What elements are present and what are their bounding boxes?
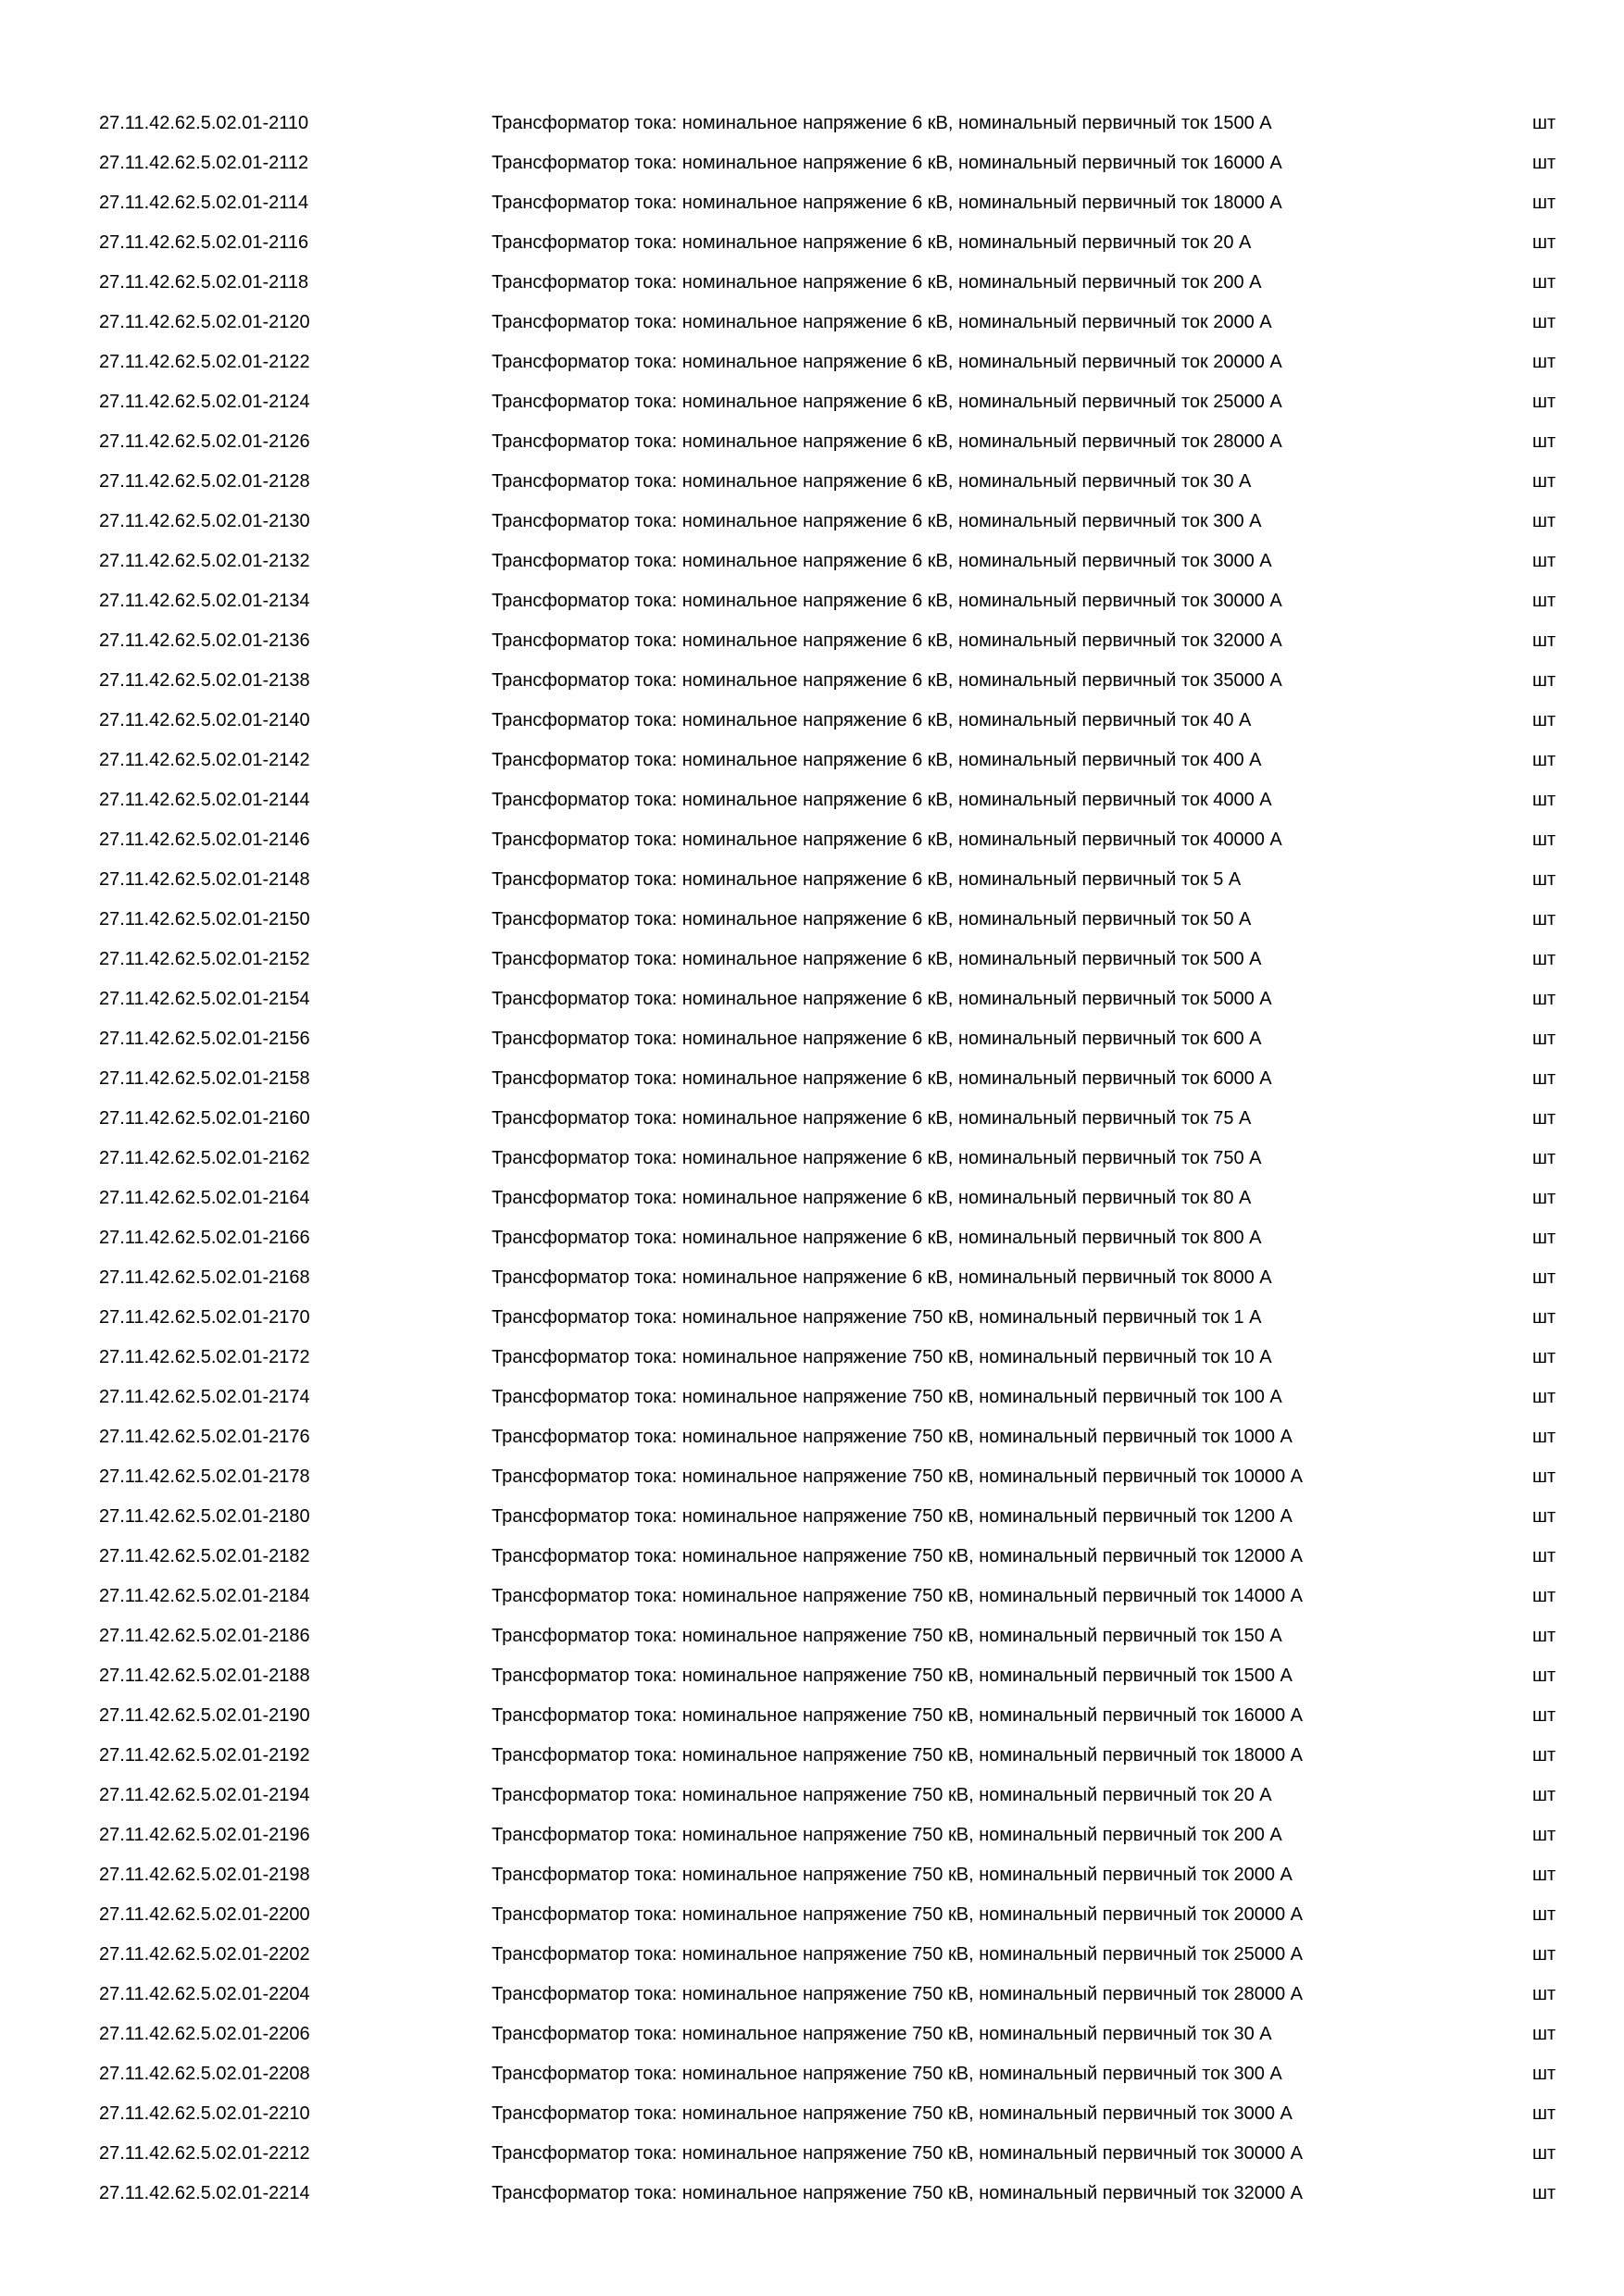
resource-code: 27.11.42.62.5.02.01-2122 [99,352,310,372]
resource-code: 27.11.42.62.5.02.01-2116 [99,232,309,253]
unit-of-measure: шт [1532,1466,1556,1487]
unit-of-measure: шт [1532,1546,1556,1566]
unit-of-measure: шт [1532,710,1556,730]
table-row [99,621,1562,661]
resource-description: Трансформатор тока: номинальное напряжение 6 кВ, номинальный первичный ток 750 А [492,1148,1262,1168]
table-row [99,860,1562,900]
resource-code: 27.11.42.62.5.02.01-2170 [99,1307,310,1328]
resource-description: Трансформатор тока: номинальное напряжение 6 кВ, номинальный первичный ток 300 А [492,511,1262,531]
unit-of-measure: шт [1532,1029,1556,1049]
resource-code: 27.11.42.62.5.02.01-2138 [99,670,310,691]
resource-code: 27.11.42.62.5.02.01-2176 [99,1427,310,1447]
table-row [99,1218,1562,1258]
resource-code: 27.11.42.62.5.02.01-2212 [99,2143,310,2164]
unit-of-measure: шт [1532,193,1556,213]
unit-of-measure: шт [1532,352,1556,372]
table-row [99,1616,1562,1656]
unit-of-measure: шт [1532,392,1556,412]
resource-description: Трансформатор тока: номинальное напряжение 750 кВ, номинальный первичный ток 14000 А [492,1586,1304,1606]
resource-description: Трансформатор тока: номинальное напряжение 6 кВ, номинальный первичный ток 3000 А [492,551,1272,571]
unit-of-measure: шт [1532,1108,1556,1129]
table-row [99,542,1562,581]
table-row [99,263,1562,303]
unit-of-measure: шт [1532,431,1556,452]
table-row [99,1736,1562,1776]
resource-code: 27.11.42.62.5.02.01-2160 [99,1108,310,1129]
unit-of-measure: шт [1532,1506,1556,1527]
resource-code: 27.11.42.62.5.02.01-2158 [99,1068,310,1089]
resource-description: Трансформатор тока: номинальное напряжение 750 кВ, номинальный первичный ток 12000 А [492,1546,1304,1566]
unit-of-measure: шт [1532,113,1556,133]
resource-description: Трансформатор тока: номинальное напряжение 6 кВ, номинальный первичный ток 200 А [492,272,1262,293]
table-row [99,1378,1562,1417]
unit-of-measure: шт [1532,551,1556,571]
resource-code: 27.11.42.62.5.02.01-2154 [99,989,310,1009]
table-row [99,820,1562,860]
resource-description: Трансформатор тока: номинальное напряжение 6 кВ, номинальный первичный ток 18000 А [492,193,1282,213]
resource-code: 27.11.42.62.5.02.01-2128 [99,471,310,492]
resource-description: Трансформатор тока: номинальное напряжение 750 кВ, номинальный первичный ток 1200 А [492,1506,1293,1527]
table-row [99,661,1562,701]
unit-of-measure: шт [1532,869,1556,890]
resource-code: 27.11.42.62.5.02.01-2136 [99,630,310,651]
table-row [99,382,1562,422]
resource-description: Трансформатор тока: номинальное напряжение 6 кВ, номинальный первичный ток 40 А [492,710,1252,730]
resource-code: 27.11.42.62.5.02.01-2198 [99,1865,310,1885]
unit-of-measure: шт [1532,670,1556,691]
resource-code: 27.11.42.62.5.02.01-2182 [99,1546,310,1566]
resource-code: 27.11.42.62.5.02.01-2178 [99,1466,310,1487]
resource-code: 27.11.42.62.5.02.01-2204 [99,1984,310,2004]
resource-code: 27.11.42.62.5.02.01-2148 [99,869,310,890]
resource-code: 27.11.42.62.5.02.01-2190 [99,1705,310,1726]
resource-description: Трансформатор тока: номинальное напряжение 6 кВ, номинальный первичный ток 20000 А [492,352,1282,372]
resource-code: 27.11.42.62.5.02.01-2202 [99,1944,310,1965]
unit-of-measure: шт [1532,949,1556,969]
unit-of-measure: шт [1532,909,1556,930]
resource-code: 27.11.42.62.5.02.01-2206 [99,2024,310,2044]
unit-of-measure: шт [1532,232,1556,253]
unit-of-measure: шт [1532,630,1556,651]
unit-of-measure: шт [1532,830,1556,850]
table-row [99,940,1562,980]
table-row [99,1577,1562,1616]
resource-code: 27.11.42.62.5.02.01-2208 [99,2064,310,2084]
resource-code: 27.11.42.62.5.02.01-2132 [99,551,310,571]
resource-code: 27.11.42.62.5.02.01-2134 [99,591,310,611]
resource-code: 27.11.42.62.5.02.01-2142 [99,750,310,770]
table-row [99,303,1562,343]
resource-code: 27.11.42.62.5.02.01-2172 [99,1347,310,1367]
resource-description: Трансформатор тока: номинальное напряжение 750 кВ, номинальный первичный ток 150 А [492,1626,1282,1646]
resource-code: 27.11.42.62.5.02.01-2118 [99,272,309,293]
table-row [99,2134,1562,2174]
resource-code: 27.11.42.62.5.02.01-2126 [99,431,310,452]
resource-description: Трансформатор тока: номинальное напряжение 6 кВ, номинальный первичный ток 20 А [492,232,1252,253]
resource-code: 27.11.42.62.5.02.01-2112 [99,153,309,173]
unit-of-measure: шт [1532,471,1556,492]
resource-code: 27.11.42.62.5.02.01-2184 [99,1586,310,1606]
table-row [99,741,1562,780]
unit-of-measure: шт [1532,989,1556,1009]
table-row [99,1338,1562,1378]
resource-code: 27.11.42.62.5.02.01-2140 [99,710,310,730]
resource-code: 27.11.42.62.5.02.01-2168 [99,1267,310,1288]
resource-description: Трансформатор тока: номинальное напряжение 6 кВ, номинальный первичный ток 500 А [492,949,1262,969]
table-row [99,1457,1562,1497]
resource-code: 27.11.42.62.5.02.01-2210 [99,2103,310,2124]
resource-code: 27.11.42.62.5.02.01-2144 [99,790,310,810]
resource-code: 27.11.42.62.5.02.01-2166 [99,1228,310,1248]
unit-of-measure: шт [1532,1825,1556,1845]
resource-description: Трансформатор тока: номинальное напряжение 750 кВ, номинальный первичный ток 2000 А [492,1865,1293,1885]
unit-of-measure: шт [1532,1267,1556,1288]
resource-description: Трансформатор тока: номинальное напряжение 750 кВ, номинальный первичный ток 25000 А [492,1944,1304,1965]
unit-of-measure: шт [1532,312,1556,332]
table-row [99,1975,1562,2015]
unit-of-measure: шт [1532,1068,1556,1089]
resource-description: Трансформатор тока: номинальное напряжение 750 кВ, номинальный первичный ток 10 А [492,1347,1272,1367]
resource-description: Трансформатор тока: номинальное напряжение 750 кВ, номинальный первичный ток 16000 А [492,1705,1304,1726]
resource-code: 27.11.42.62.5.02.01-2152 [99,949,310,969]
price-list-table [99,104,1562,2214]
table-row [99,183,1562,223]
resource-description: Трансформатор тока: номинальное напряжение 750 кВ, номинальный первичный ток 10000 А [492,1466,1304,1487]
resource-description: Трансформатор тока: номинальное напряжение 6 кВ, номинальный первичный ток 80 А [492,1188,1252,1208]
unit-of-measure: шт [1532,1427,1556,1447]
resource-code: 27.11.42.62.5.02.01-2150 [99,909,310,930]
resource-code: 27.11.42.62.5.02.01-2174 [99,1387,310,1407]
resource-description: Трансформатор тока: номинальное напряжение 750 кВ, номинальный первичный ток 1 А [492,1307,1262,1328]
resource-code: 27.11.42.62.5.02.01-2196 [99,1825,310,1845]
resource-description: Трансформатор тока: номинальное напряжение 750 кВ, номинальный первичный ток 1500 А [492,1666,1293,1686]
table-row [99,104,1562,144]
resource-code: 27.11.42.62.5.02.01-2164 [99,1188,310,1208]
resource-code: 27.11.42.62.5.02.01-2156 [99,1029,310,1049]
table-row [99,1776,1562,1816]
unit-of-measure: шт [1532,1745,1556,1766]
table-row [99,462,1562,502]
resource-description: Трансформатор тока: номинальное напряжение 6 кВ, номинальный первичный ток 25000 А [492,392,1282,412]
resource-description: Трансформатор тока: номинальное напряжение 750 кВ, номинальный первичный ток 100 А [492,1387,1282,1407]
resource-description: Трансформатор тока: номинальное напряжение 6 кВ, номинальный первичный ток 40000 А [492,830,1282,850]
table-row [99,1696,1562,1736]
table-row [99,2054,1562,2094]
unit-of-measure: шт [1532,2103,1556,2124]
unit-of-measure: шт [1532,511,1556,531]
resource-description: Трансформатор тока: номинальное напряжение 6 кВ, номинальный первичный ток 16000 А [492,153,1282,173]
resource-code: 27.11.42.62.5.02.01-2114 [99,193,309,213]
resource-code: 27.11.42.62.5.02.01-2146 [99,830,310,850]
table-row [99,1935,1562,1975]
unit-of-measure: шт [1532,1307,1556,1328]
resource-description: Трансформатор тока: номинальное напряжение 6 кВ, номинальный первичный ток 30 А [492,471,1252,492]
resource-description: Трансформатор тока: номинальное напряжение 6 кВ, номинальный первичный ток 4000 А [492,790,1272,810]
unit-of-measure: шт [1532,1228,1556,1248]
table-row [99,701,1562,741]
resource-description: Трансформатор тока: номинальное напряжение 750 кВ, номинальный первичный ток 18000 А [492,1745,1304,1766]
table-row [99,1258,1562,1298]
table-row [99,780,1562,820]
table-row [99,343,1562,382]
resource-description: Трансформатор тока: номинальное напряжение 750 кВ, номинальный первичный ток 1000 А [492,1427,1293,1447]
table-row [99,1298,1562,1338]
unit-of-measure: шт [1532,2024,1556,2044]
table-row [99,1895,1562,1935]
unit-of-measure: шт [1532,790,1556,810]
resource-description: Трансформатор тока: номинальное напряжение 6 кВ, номинальный первичный ток 28000 А [492,431,1282,452]
resource-description: Трансформатор тока: номинальное напряжение 6 кВ, номинальный первичный ток 75 А [492,1108,1252,1129]
resource-description: Трансформатор тока: номинальное напряжение 6 кВ, номинальный первичный ток 5000 А [492,989,1272,1009]
table-row [99,2094,1562,2134]
table-row [99,223,1562,263]
resource-code: 27.11.42.62.5.02.01-2120 [99,312,310,332]
resource-description: Трансформатор тока: номинальное напряжение 6 кВ, номинальный первичный ток 32000 А [492,630,1282,651]
table-row [99,1656,1562,1696]
unit-of-measure: шт [1532,1666,1556,1686]
resource-description: Трансформатор тока: номинальное напряжение 750 кВ, номинальный первичный ток 28000 А [492,1984,1304,2004]
table-row [99,1855,1562,1895]
table-row [99,1019,1562,1059]
resource-description: Трансформатор тока: номинальное напряжение 6 кВ, номинальный первичный ток 2000 А [492,312,1272,332]
resource-description: Трансформатор тока: номинальное напряжение 750 кВ, номинальный первичный ток 3000 А [492,2103,1293,2124]
unit-of-measure: шт [1532,2143,1556,2164]
resource-description: Трансформатор тока: номинальное напряжение 6 кВ, номинальный первичный ток 30000 А [492,591,1282,611]
resource-code: 27.11.42.62.5.02.01-2130 [99,511,310,531]
resource-description: Трансформатор тока: номинальное напряжение 750 кВ, номинальный первичный ток 30 А [492,2024,1272,2044]
unit-of-measure: шт [1532,750,1556,770]
unit-of-measure: шт [1532,1387,1556,1407]
table-row [99,900,1562,940]
resource-code: 27.11.42.62.5.02.01-2188 [99,1666,310,1686]
resource-code: 27.11.42.62.5.02.01-2110 [99,113,309,133]
table-row [99,2174,1562,2214]
unit-of-measure: шт [1532,2064,1556,2084]
table-row [99,1099,1562,1139]
resource-description: Трансформатор тока: номинальное напряжение 750 кВ, номинальный первичный ток 30000 А [492,2143,1304,2164]
table-row [99,502,1562,542]
table-row [99,1059,1562,1099]
resource-description: Трансформатор тока: номинальное напряжение 6 кВ, номинальный первичный ток 5 А [492,869,1242,890]
table-row [99,1537,1562,1577]
resource-description: Трансформатор тока: номинальное напряжение 750 кВ, номинальный первичный ток 200 А [492,1825,1282,1845]
table-row [99,1417,1562,1457]
unit-of-measure: шт [1532,591,1556,611]
unit-of-measure: шт [1532,1865,1556,1885]
unit-of-measure: шт [1532,153,1556,173]
table-row [99,1816,1562,1855]
table-row [99,2015,1562,2054]
resource-description: Трансформатор тока: номинальное напряжение 6 кВ, номинальный первичный ток 600 А [492,1029,1262,1049]
unit-of-measure: шт [1532,1586,1556,1606]
resource-description: Трансформатор тока: номинальное напряжение 6 кВ, номинальный первичный ток 800 А [492,1228,1262,1248]
unit-of-measure: шт [1532,1705,1556,1726]
resource-code: 27.11.42.62.5.02.01-2124 [99,392,310,412]
resource-description: Трансформатор тока: номинальное напряжение 750 кВ, номинальный первичный ток 20000 А [492,1904,1304,1925]
resource-description: Трансформатор тока: номинальное напряжение 6 кВ, номинальный первичный ток 400 А [492,750,1262,770]
resource-description: Трансформатор тока: номинальное напряжение 6 кВ, номинальный первичный ток 8000 А [492,1267,1272,1288]
resource-description: Трансформатор тока: номинальное напряжение 750 кВ, номинальный первичный ток 20 А [492,1785,1272,1805]
resource-code: 27.11.42.62.5.02.01-2200 [99,1904,310,1925]
unit-of-measure: шт [1532,1904,1556,1925]
resource-code: 27.11.42.62.5.02.01-2180 [99,1506,310,1527]
resource-code: 27.11.42.62.5.02.01-2192 [99,1745,310,1766]
resource-code: 27.11.42.62.5.02.01-2194 [99,1785,310,1805]
table-row [99,1497,1562,1537]
unit-of-measure: шт [1532,272,1556,293]
unit-of-measure: шт [1532,1785,1556,1805]
resource-description: Трансформатор тока: номинальное напряжение 6 кВ, номинальный первичный ток 6000 А [492,1068,1272,1089]
table-row [99,581,1562,621]
unit-of-measure: шт [1532,1347,1556,1367]
unit-of-measure: шт [1532,1944,1556,1965]
resource-description: Трансформатор тока: номинальное напряжение 750 кВ, номинальный первичный ток 32000 А [492,2183,1304,2203]
resource-code: 27.11.42.62.5.02.01-2186 [99,1626,310,1646]
resource-description: Трансформатор тока: номинальное напряжение 6 кВ, номинальный первичный ток 1500 А [492,113,1272,133]
table-row [99,1179,1562,1218]
resource-description: Трансформатор тока: номинальное напряжение 750 кВ, номинальный первичный ток 300 А [492,2064,1282,2084]
unit-of-measure: шт [1532,1188,1556,1208]
resource-code: 27.11.42.62.5.02.01-2162 [99,1148,310,1168]
unit-of-measure: шт [1532,2183,1556,2203]
table-row [99,980,1562,1019]
table-row [99,144,1562,183]
resource-description: Трансформатор тока: номинальное напряжение 6 кВ, номинальный первичный ток 35000 А [492,670,1282,691]
unit-of-measure: шт [1532,1148,1556,1168]
resource-description: Трансформатор тока: номинальное напряжение 6 кВ, номинальный первичный ток 50 А [492,909,1252,930]
unit-of-measure: шт [1532,1984,1556,2004]
table-row [99,422,1562,462]
table-row [99,1139,1562,1179]
resource-code: 27.11.42.62.5.02.01-2214 [99,2183,310,2203]
unit-of-measure: шт [1532,1626,1556,1646]
